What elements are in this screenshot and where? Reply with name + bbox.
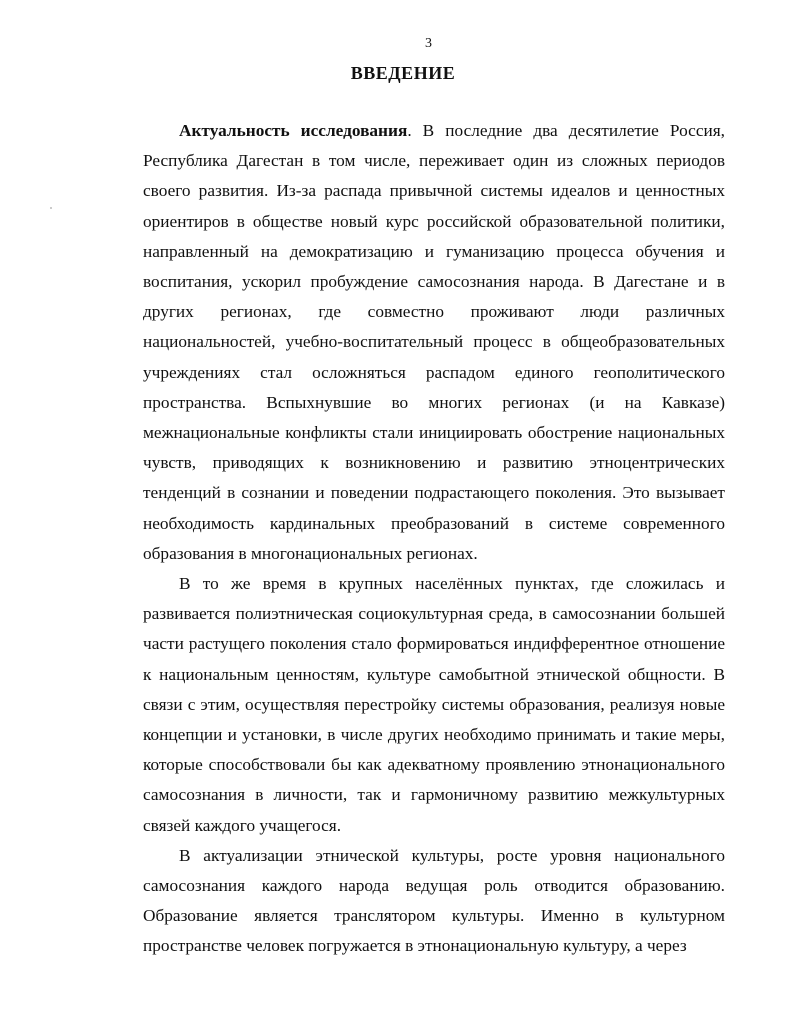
paragraph-lead-heading: Актуальность исследования [179, 121, 408, 140]
page-number: 3 [425, 36, 432, 51]
section-title: ВВЕДЕНИЕ [350, 63, 456, 83]
paragraph-text: . В последние два десятилетие Россия, Республика Дагестан в том числе, переживает один из сложных периодов своего развития. Из-за распада привычной системы идеалов и ценностных ориентиров в обществе новый курс российской образовательной политики, направленный на демократизацию и гуманизацию процесса обучения и воспитания, ускорил пробуждение самосознания народа. В Дагестане и в других регионах, где совместно проживают люди различных национальностей, учебно-воспитательный процесс в общеобразовательных учреждениях стал осложняться распадом единого геополитического пространства. Вспыхнувшие во многих регионах (и на Кавказе) межнациональные конфликты стали инициировать обострение национальных чувств, приводящих к возникновению и развитию этноцентрических тенденций в сознании и поведении подрастающего поколения. Это вызывает необходимость кардинальных преобразований в системе современного образования в многонациональных регионах. [143, 121, 726, 563]
body-text [143, 116, 725, 962]
paragraph-role-of-education: В актуализации этнической культуры, росте уровня национального самосознания каждого народа ведущая роль отводится образованию. Образование является транслятором культуры. Именно в культурном пространстве человек погружается в этнонациональную культуру, а через [143, 845, 725, 956]
scan-artifact-dot [50, 207, 52, 209]
paragraph-polyethnic-environment: В то же время в крупных населённых пунктах, где сложилась и развивается полиэтническая социокультурная среда, в самосознании большей части растущего поколения стало формироваться индифферентное отношение к национальным ценностям, культуре самобытной этнической общности. В связи с этим, осуществляя перестройку системы образования, реализуя новые концепции и установки, в числе других необходимо принимать и такие меры, которые способствовали бы как адекватному проявлению этнонационального самосознания в личности, так и гармоничному развитию межкультурных связей каждого учащегося. [143, 574, 725, 835]
paragraph-relevance [143, 116, 725, 569]
